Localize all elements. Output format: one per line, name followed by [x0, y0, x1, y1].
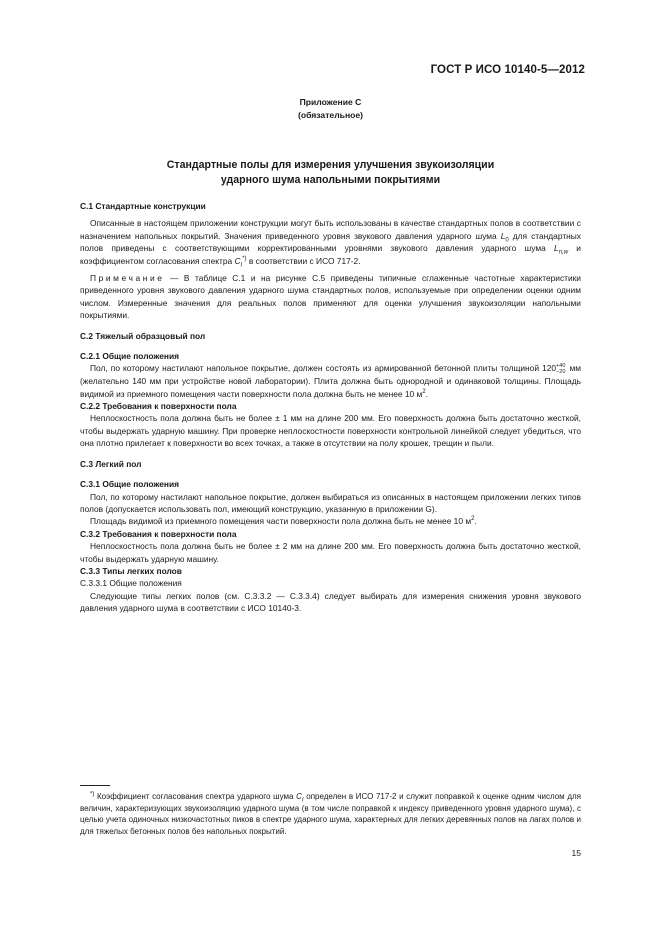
page-number: 15 — [571, 848, 581, 858]
section-c3-heading: С.3 Легкий пол — [80, 458, 142, 469]
annex-heading — [0, 96, 661, 122]
section-c331-heading: С.3.3.1 Общие положения — [80, 578, 182, 589]
document-code: ГОСТ Р ИСО 10140-5—2012 — [430, 64, 585, 76]
section-c1-paragraph: Описанные в настоящем приложении конструкции могут быть использованы в качестве стандартных полов в соответствии с назначением напольных покрытий. Значения приведенного уровня звукового давления ударного шума $L_0$ для стандартных полов приведены с соответствующими корректированными уровнями звукового давления ударного шума $L_{n,w}$ и коэффициентом согласования спектра $C_I^{*)}$ в соответствии с ИСО 717-2. — [80, 218, 581, 269]
section-c31-paragraph-2: Площадь видимой из приемного помещения части поверхности пола должна быть не менее 10 $м^2$. — [90, 516, 477, 527]
section-c22-heading: С.2.2 Требования к поверхности пола — [80, 401, 237, 412]
section-c21-heading: С.2.1 Общие положения — [80, 351, 179, 362]
section-c33-heading: С.3.3 Типы легких полов — [80, 565, 182, 576]
main-title-line-1: Стандартные полы для измерения улучшения звукоизоляции — [166, 159, 495, 171]
section-c31-paragraph-1: Пол, по которому настилают напольное покрытие, должен выбираться из описанных в настоящем приложении легких типов полов (допускается использовать пол, имеющий конструкцию, указанную в приложении G). — [80, 491, 581, 514]
note-label: Примечание — [90, 273, 165, 284]
annex-main-title — [0, 158, 661, 187]
footnote-marker: *) — [90, 791, 95, 798]
document-body — [80, 200, 581, 615]
annex-title: Приложение С — [299, 97, 362, 107]
thickness-tolerance: +40 −20 — [556, 363, 566, 376]
footnote-separator — [80, 785, 110, 786]
footnote: *) Коэффициент согласования спектра ударного шума $C_I$ определен в ИСО 717-2 и служит поправкой к оценке одним числом для величин, характеризующих звукоизоляцию ударного шума (в том числе поправкой к индексу приведенного уровня ударного шума), с целью учета одиночных низкочастотных пиков в спектре ударного шума, характерных для легких деревянных полов на лагах полов и для тяжелых бетонных полов без напольных покрытий. — [80, 791, 581, 836]
section-c2-heading: С.2 Тяжелый образцовый пол — [80, 330, 206, 341]
main-title-line-2: ударного шума напольными покрытиями — [220, 173, 441, 186]
annex-status: (обязательное) — [297, 110, 364, 120]
section-c32-heading: С.3.2 Требования к поверхности пола — [80, 528, 237, 539]
section-c22-paragraph: Неплоскостность пола должна быть не более ± 1 мм на длине 200 мм. Его поверхность должна быть достаточно жесткой, чтобы выдержать ударную машину. При проверке неплоскостности поверхности контрольной линейкой следует убедиться, что она плотно прилегает к поверхности во всех точках, а также в отсутствии на полу крошек, трещин и пыли. — [80, 413, 581, 449]
section-c331-paragraph: Следующие типы легких полов (см. С.3.3.2 — С.3.3.4) следует выбирать для измерения снижения уровня звукового давления ударного шума в соответствии с ИСО 10140-3. — [80, 590, 581, 614]
section-c1-heading: С.1 Стандартные конструкции — [80, 201, 206, 211]
note-paragraph: Примечание — В таблице С.1 и на рисунке С.5 приведены типичные сглаженные частотные характеристики приведенного уровня звукового давления ударного шума стандартных полов, используемые при определении оценки одним числом. Измеренные значения для реальных полов применяют для оценки улучшения звукоизоляции напольными покрытиями. — [80, 273, 581, 321]
section-c21-paragraph: Пол, по которому настилают напольное покрытие, должен состоять из армированной бетонной плиты толщиной 120 +40 −20 мм (желательно 140 мм при устройстве новой лаборатории). Плита должна быть однородной и одинаковой толщины. Площадь видимой из приемного помещения части поверхности пола должна быть не менее 10 $м^2$. — [80, 363, 581, 399]
section-c31-heading: С.3.1 Общие положения — [80, 479, 179, 490]
section-c32-paragraph: Неплоскостность пола должна быть не более ± 2 мм на длине 200 мм. Его поверхность должна быть достаточно жесткой, чтобы выдержать ударную машину. — [80, 541, 581, 564]
